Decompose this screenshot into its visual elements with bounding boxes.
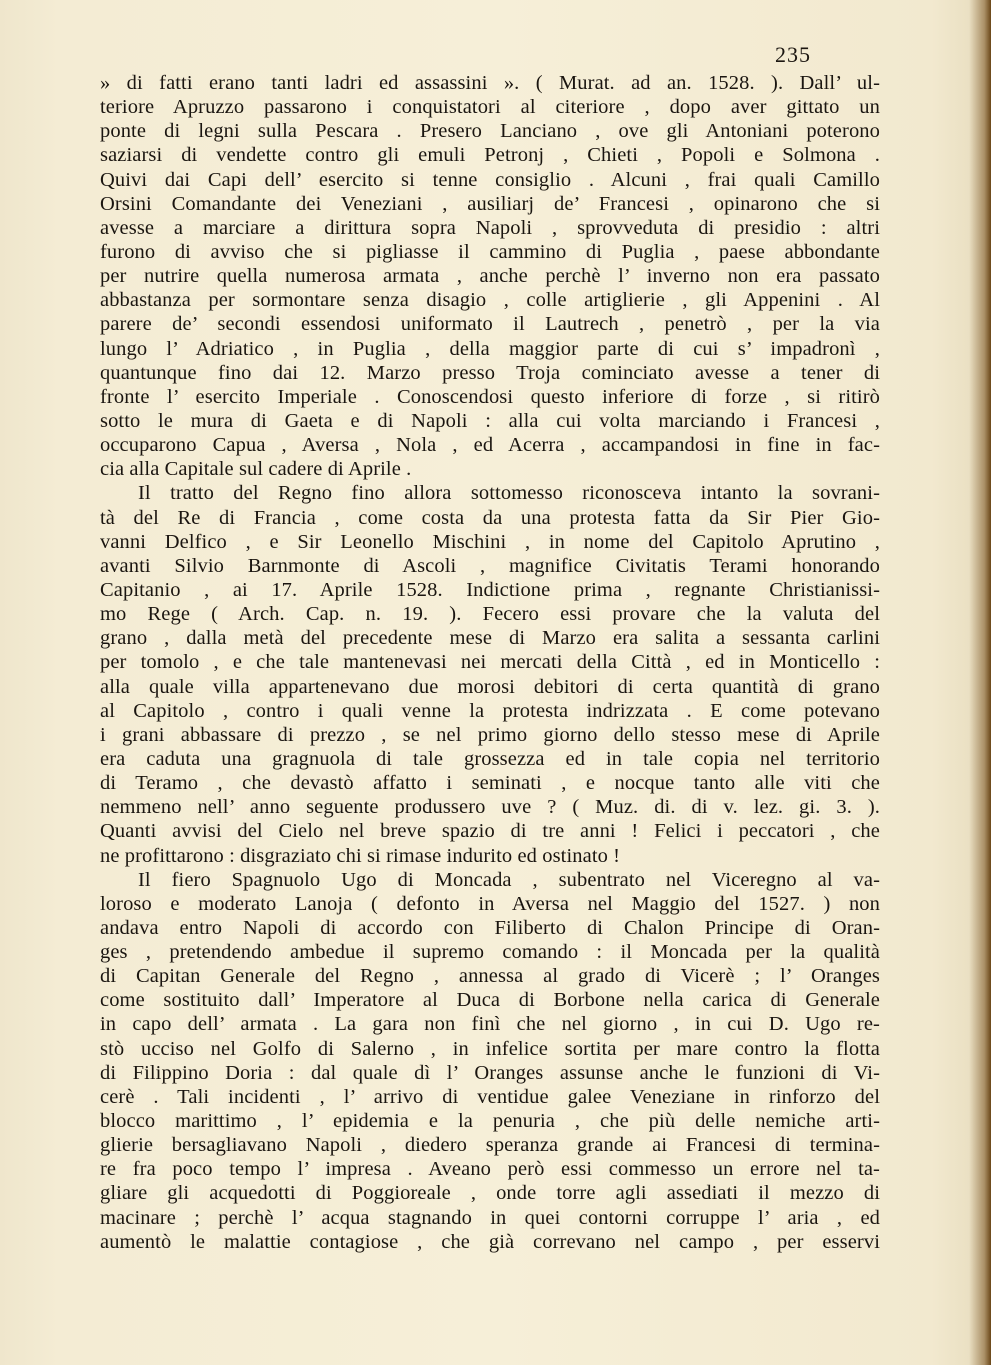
text-line: avesse a marciare a dirittura sopra Napoli , sprovveduta di presidio : altri xyxy=(100,216,880,239)
paragraph-start-line: Il tratto del Regno fino allora sottomesso riconosceva intanto la sovrani- xyxy=(138,482,880,505)
text-line: per nutrire quella numerosa armata , anche perchè l’ inverno non era passato xyxy=(100,265,880,288)
text-line: parere de’ secondi essendosi uniformato il Lautrech , penetrò , per la via xyxy=(100,313,880,336)
text-line: re fra poco tempo l’ impresa . Aveano però essi commesso un errore nel ta- xyxy=(100,1158,880,1181)
text-line: di Filippino Doria : dal quale dì l’ Oranges assunse anche le funzioni di Vi- xyxy=(100,1061,880,1084)
text-line: gliare gli acquedotti di Poggioreale , onde torre agli assediati il mezzo di xyxy=(100,1182,880,1205)
text-line: loroso e moderato Lanoja ( defonto in Aversa nel Maggio del 1527. ) non xyxy=(100,892,880,915)
text-line: lungo l’ Adriatico , in Puglia , della maggior parte di cui s’ impadronì , xyxy=(100,337,880,360)
text-line: alla quale villa appartenevano due morosi debitori di certa quantità di grano xyxy=(100,675,880,698)
text-line: nemmeno nell’ anno seguente produssero uve ? ( Muz. di. di v. lez. gi. 3. ). xyxy=(100,796,880,819)
text-line: Orsini Comandante dei Veneziani , ausiliarj de’ Francesi , opinarono che si xyxy=(100,192,880,215)
text-line: grano , dalla metà del precedente mese di Marzo era salita a sessanta carlini xyxy=(100,627,880,650)
page-number: 235 xyxy=(775,42,811,67)
text-line: di Capitan Generale del Regno , annessa al grado di Vicerè ; l’ Oranges xyxy=(100,965,880,988)
paragraph-start-line: Il fiero Spagnuolo Ugo di Moncada , subentrato nel Viceregno al va- xyxy=(138,868,880,891)
text-line: tà del Re di Francia , come costa da una protesta fatta da Sir Pier Gio- xyxy=(100,506,880,529)
text-line: al Capitolo , contro i quali venne la protesta indrizzata . E come potevano xyxy=(100,699,880,722)
text-line: furono di avviso che si pigliasse il cammino di Puglia , paese abbondante xyxy=(100,240,880,263)
text-line: sotto le mura di Gaeta e di Napoli : alla cui volta marciando i Francesi , xyxy=(100,409,880,432)
text-line: cerè . Tali incidenti , l’ arrivo di ventidue galee Veneziane in rinforzo del xyxy=(100,1085,880,1108)
text-line: vanni Delfico , e Sir Leonello Mischini , in nome del Capitolo Aprutino , xyxy=(100,530,880,553)
text-line: » di fatti erano tanti ladri ed assassini ». ( Murat. ad an. 1528. ). Dall’ ul- xyxy=(100,72,880,94)
text-line: in capo dell’ armata . La gara non finì che nel giorno , in cui D. Ugo re- xyxy=(100,1013,880,1036)
text-line: stò ucciso nel Golfo di Salerno , in infelice sortita per mare contro la flotta xyxy=(100,1037,880,1060)
text-line: ponte di legni sulla Pescara . Presero Lanciano , ove gli Antoniani poterono xyxy=(100,120,880,143)
text-line: i grani abbassare di prezzo , se nel primo giorno dello stesso mese di Aprile xyxy=(100,723,880,746)
text-line: Quanti avvisi del Cielo nel breve spazio di tre anni ! Felici i peccatori , che xyxy=(100,820,880,843)
paragraph-end-line: ne profittarono : disgraziato chi si rimase indurito ed ostinato ! xyxy=(100,844,621,867)
text-line: per tomolo , e che tale mantenevasi nei mercati della Città , ed in Monticello : xyxy=(100,651,880,674)
text-line: mo Rege ( Arch. Cap. n. 19. ). Fecero essi provare che la valuta del xyxy=(100,603,880,626)
paragraph-end-line: cia alla Capitale sul cadere di Aprile . xyxy=(100,458,412,481)
body-text xyxy=(100,71,880,1254)
text-line: blocco marittimo , l’ epidemia e la penuria , che più delle nemiche arti- xyxy=(100,1110,880,1133)
text-line: occuparono Capua , Aversa , Nola , ed Acerra , accampandosi in fine in fac- xyxy=(100,434,880,457)
text-line: saziarsi di vendette contro gli emuli Petronj , Chieti , Popoli e Solmona . xyxy=(100,144,880,167)
text-line: era caduta una gragnuola di tale grossezza ed in tale copia nel territorio xyxy=(100,747,880,770)
text-line: glierie bersagliavano Napoli , diedero speranza grande ai Francesi di termina- xyxy=(100,1134,880,1157)
text-line: andava entro Napoli di accordo con Filiberto di Chalon Principe di Oran- xyxy=(100,916,880,939)
text-line: teriore Apruzzo passarono i conquistatori al citeriore , dopo aver gittato un xyxy=(100,96,880,119)
text-line: macinare ; perchè l’ acqua stagnando in quei contorni corruppe l’ aria , ed xyxy=(100,1206,880,1229)
text-line: Capitanio , ai 17. Aprile 1528. Indictione prima , regnante Christianissi- xyxy=(100,578,880,601)
text-line: come sostituito dall’ Imperatore al Duca di Borbone nella carica di Generale xyxy=(100,989,880,1012)
text-line: abbastanza per sormontare senza disagio , colle artiglierie , gli Appenini . Al xyxy=(100,289,880,312)
text-line: avanti Silvio Barnmonte di Ascoli , magnifice Civitatis Terami honorando xyxy=(100,554,880,577)
text-line: aumentò le malattie contagiose , che già correvano nel campo , per esservi xyxy=(100,1230,880,1253)
text-line: quantunque fino dai 12. Marzo presso Troja cominciato avesse a tener di xyxy=(100,361,880,384)
text-line: di Teramo , che devastò affatto i seminati , e nocque tanto alle viti che xyxy=(100,772,880,795)
text-line: fronte l’ esercito Imperiale . Conoscendosi questo inferiore di forze , si ritirò xyxy=(100,385,880,408)
text-line: ges , pretendendo ambedue il supremo comando : il Moncada per la qualità xyxy=(100,941,880,964)
text-line: Quivi dai Capi dell’ esercito si tenne consiglio . Alcuni , frai quali Camillo xyxy=(100,168,880,191)
